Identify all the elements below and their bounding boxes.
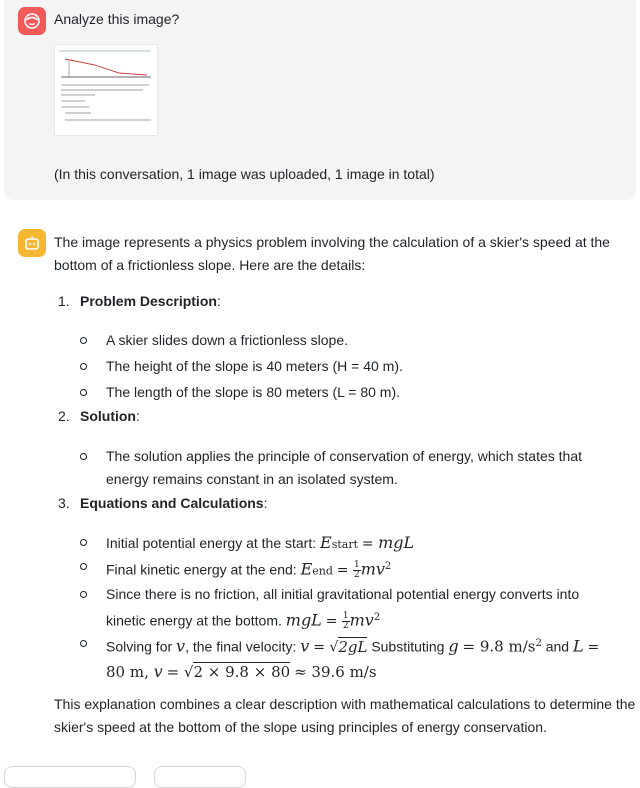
assistant-avatar [18, 229, 46, 257]
section-1-heading: 1. Problem Description: [58, 293, 221, 309]
list-item: Final kinetic energy at the end: Eend = $\frac{1}{2}$ $mv^2$ [80, 555, 620, 583]
list-item: Solving for v, the final velocity: v = √2gL Substituting g = 9.8 $m/s^2$ and L = 80 m, v = √2 × 9.8 × 80 ≈ 39.6 m/s [80, 632, 620, 684]
action-chip[interactable] [4, 766, 136, 788]
section-3-heading: 3. Equations and Calculations: [58, 495, 268, 511]
list-item: Since there is no friction, all initial gravitational potential energy converts into kinetic energy at the bottom. mgL = $\frac{1}{2}$ $mv^2$ [80, 583, 620, 634]
list-item: A skier slides down a frictionless slope. [80, 329, 620, 352]
uploaded-image-thumbnail[interactable] [54, 44, 158, 136]
list-item: The solution applies the principle of conservation of energy, which states that energy remains constant in an isolated system. [80, 445, 620, 491]
action-chip[interactable] [154, 766, 246, 788]
list-item: The height of the slope is 40 meters (H = 40 m). [80, 355, 620, 378]
user-question: Analyze this image? [54, 11, 180, 27]
answer-conclusion: This explanation combines a clear description with mathematical calculations to determine the skier's speed at the bottom of the slope using principles of energy conservation. [54, 696, 636, 735]
physics-worksheet-image [55, 45, 157, 135]
user-face-icon [23, 12, 41, 30]
user-avatar [18, 7, 46, 35]
upload-note: (In this conversation, 1 image was uploaded, 1 image in total) [54, 166, 435, 182]
section-2-heading: 2. Solution: [58, 408, 140, 424]
list-item: Initial potential energy at the start: Estart = mgL [80, 531, 620, 556]
answer-intro: The image represents a physics problem involving the calculation of a skier's speed at the bottom of a frictionless slope. Here are the details: [54, 234, 610, 273]
list-item: The length of the slope is 80 meters (L = 80 m). [80, 381, 620, 404]
robot-icon [23, 234, 41, 252]
